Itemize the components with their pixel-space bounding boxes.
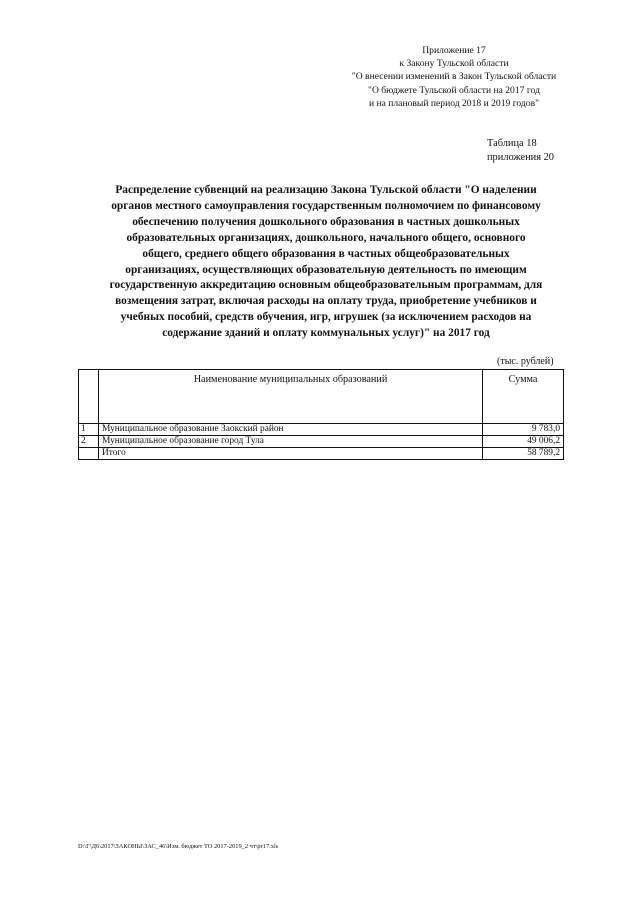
- units-label: (тыс. рублей): [497, 356, 554, 367]
- row-number: 2: [79, 436, 99, 448]
- table-row: [79, 436, 564, 448]
- table-row: [79, 424, 564, 436]
- distribution-table: [78, 369, 564, 460]
- title-line: государственную аккредитацию основным общеобразовательным программам, для: [109, 279, 543, 292]
- appendix-line: "О бюджете Тульской области на 2017 год: [368, 84, 540, 96]
- header-sum: Сумма: [483, 370, 564, 424]
- row-name: Муниципальное образование Заокский район: [99, 424, 483, 436]
- header-number: [79, 370, 99, 424]
- document-title: [78, 183, 574, 342]
- total-label: Итого: [99, 448, 483, 460]
- title-line: содержание зданий и оплату коммунальных услуг)" на 2017 год: [162, 327, 490, 340]
- header-name: Наименование муниципальных образований: [99, 370, 483, 424]
- total-number: [79, 448, 99, 460]
- title-line: Распределение субвенций на реализацию Закона Тульской области "О наделении: [115, 184, 537, 196]
- row-name: Муниципальное образование город Тула: [99, 436, 483, 448]
- title-line: учебных пособий, средств обучения, игр, игрушек (за исключением расходов на: [120, 311, 532, 324]
- appendix-header: [340, 44, 568, 110]
- footer-file-path: D:\Г\Д6\2017\ЗАКОНЫ\ЗАС_46\Изм. бюджет ТО 2017-2019_2 чт\pr17.xls: [78, 843, 279, 850]
- table-reference: [487, 137, 554, 165]
- title-line: организациях, осуществляющих образовательную деятельность по имеющим: [125, 263, 527, 276]
- title-line: обеспечению получения дошкольного образования в частных дошкольных: [132, 215, 520, 228]
- row-number: 1: [79, 424, 99, 436]
- appendix-line: к Закону Тульской области: [399, 58, 509, 70]
- table-header-row: [79, 370, 564, 424]
- appendix-line: "О внесении изменений в Закон Тульской области: [351, 71, 557, 83]
- title-line: общего, среднего общего образования в частных общеобразовательных: [142, 247, 510, 260]
- appendix-number: приложения 20: [487, 152, 554, 163]
- row-sum: 9 783,0: [483, 424, 564, 436]
- title-line: возмещения затрат, включая расходы на оплату труда, приобретение учебников и: [115, 295, 537, 308]
- appendix-line: Приложение 17: [422, 45, 486, 56]
- appendix-line: и на плановый период 2018 и 2019 годов": [368, 97, 540, 109]
- table-total-row: [79, 448, 564, 460]
- table-number: Таблица 18: [487, 138, 537, 149]
- row-sum: 49 006,2: [483, 436, 564, 448]
- title-line: органов местного самоуправления государственным полномочием по финансовому: [111, 199, 541, 212]
- title-line: образовательных организациях, дошкольного, начального общего, основного: [126, 231, 526, 244]
- total-sum: 58 789,2: [483, 448, 564, 460]
